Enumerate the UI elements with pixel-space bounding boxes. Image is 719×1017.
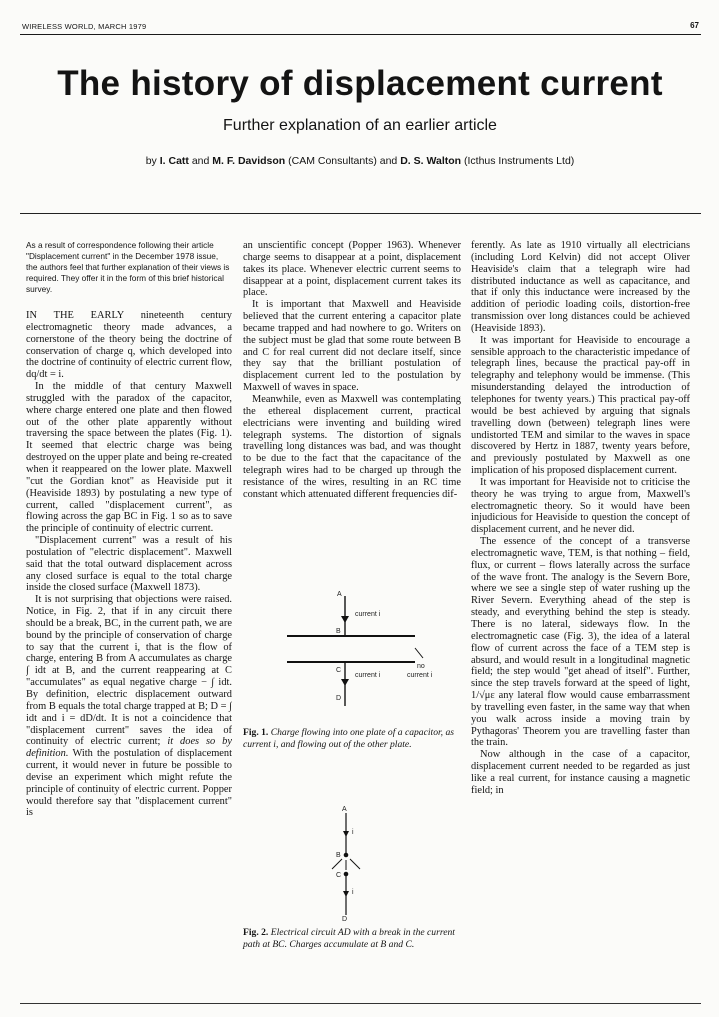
byline: [20, 155, 700, 167]
figure-2-caption: [243, 927, 461, 950]
arrow-down-icon: [341, 679, 349, 686]
body-paragraph: Meanwhile, even as Maxwell was contemplating the ethereal displacement current, practical electricians were inventing and building wired telegraph systems. The distortion of signals travelling long distances was bad, and was thought to be due to the fact that the capacitance of the telegraph wires had to be charged up through the resistance of the wires, resulting in an RC time constant which attenuated different frequencies dif-: [243, 393, 461, 500]
body-paragraph: [26, 594, 232, 819]
body-text: With the postulation of displacement current, it would never in future be possible to devise an experiment which might refute the principle of continuity of electric current. Popper would therefore say that "displacement current" is: [26, 748, 232, 819]
author-walton: D. S. Walton: [400, 155, 462, 167]
author-davidson: M. F. Davidson: [212, 155, 286, 167]
figure-1: [247, 586, 459, 720]
body-paragraph: Now although in the case of a capacitor, displacement current needed to be regarded as just like a real current, for instance causing a magnetic field; in: [471, 749, 690, 796]
fig1-current-bottom: current i: [355, 672, 381, 679]
fig1-label-b: B: [336, 628, 341, 635]
author-catt: I. Catt: [159, 155, 189, 167]
arrow-curved-icon: [415, 648, 423, 658]
fig1-label-c: C: [336, 667, 342, 674]
column-1: [26, 240, 232, 1000]
affiliation-cam: (CAM Consultants) and: [288, 155, 398, 167]
byline-by: by: [145, 155, 157, 167]
caption-text: Charge flowing into one plate of a capacitor, as current i, and flowing out of the other plate.: [243, 727, 454, 750]
figure-1-caption: [243, 727, 461, 750]
spark-line: [350, 859, 360, 869]
body-paragraph: It was important for Heaviside not to criticise the theory he was trying to argue from, Maxwell's electromagnetic theory. So it would have been injudicious for Heaviside to question the concept of displacement current, and he never did.: [471, 476, 690, 536]
fig2-label-b: B: [336, 852, 341, 859]
node-c: [344, 872, 349, 877]
article-subtitle: Further explanation of an earlier article: [223, 117, 497, 134]
fig2-label-a: A: [342, 806, 347, 813]
arrow-down-icon: [341, 616, 349, 623]
arrow-down-icon: [343, 891, 349, 897]
header-rule: [20, 34, 701, 35]
body-paragraph: It is important that Maxwell and Heaviside believed that the current entering a capacitor plate became trapped and had nowhere to go. Writers on the subject must be glad that some route between B and C for real current did not declare itself, since they say that the brilliant postulation of displacement current led to the postulation by Maxwell of waves in space.: [243, 299, 461, 394]
affiliation-icthus: (Icthus Instruments Ltd): [463, 155, 575, 167]
fig2-label-c: C: [336, 872, 342, 879]
section-rule: [20, 213, 701, 214]
fig2-label-d: D: [342, 916, 348, 923]
article-title: The history of displacement current: [57, 64, 663, 103]
body-paragraph: The essence of the concept of a transverse electromagnetic wave, TEM, is that nothing – field, flux, or current – flows laterally across the surface of the wave front. The analogy is the Severn Bore, where we see a single step of water rushing up the River Severn. Everything ahead of the step is steady, and everything behind the step is steady. There is no lateral, sideways flow. In the electromagnetic case (Fig. 3), the idea of a lateral flow of current across the face of a TEM step is absurd, and would result in a longitudinal magnetic field; the step would "get ahead of itself". Further, since the step travels forward at the speed of light, 1/√με any lateral flow would cause embarrassment by travelling even faster, in the same way that when you walk across inside a moving train by Pythagoras' Theorem you are travelling faster than the train.: [471, 536, 690, 749]
node-b: [344, 853, 349, 858]
body-paragraph: "Displacement current" was a result of his postulation of "electric displacement". Maxwell said that the total outward displacement across any closed surface is equal to the total charge inside the closed surface (Maxwell 1873).: [26, 535, 232, 594]
fig1-label-d: D: [336, 695, 342, 702]
fig1-current-top: current i: [355, 611, 381, 618]
body-text: It is not surprising that objections were raised. Notice, in Fig. 2, that if in any circuit there should be a break, BC, in the current path, we are bound by the principle of conservation of charge to say that the current i, that is the flow of charge, entering B from A accumulates as charge ∫ idt at B, and the current reappearing at C "accumulates" as equal negative charge − ∫ idt. By definition, electric displacement outward from B equals the total charge trapped at B; D = ∫ idt and i = dD/dt. It is not a coincidence that "displacement current" saves the idea of continuity of electric current;: [26, 594, 232, 748]
emphasis-text: it does so by definition.: [26, 736, 232, 760]
caption-number: Fig. 2.: [243, 927, 269, 938]
fig1-label-a: A: [337, 591, 342, 598]
column-3: [471, 240, 690, 1000]
caption-text: Electrical circuit AD with a break in the current path at BC. Charges accumulate at B and C.: [243, 927, 455, 950]
page-number: 67: [690, 21, 699, 30]
arrow-down-icon: [343, 831, 349, 837]
fig1-no-current: no: [417, 663, 425, 670]
spark-line: [332, 859, 342, 869]
body-paragraph: ferently. As late as 1910 virtually all electricians (including Lord Kelvin) did not accept Oliver Heaviside's claim that a telegraph wire had distributed inductance as well as capacitance, and that if only this inductance were increased by the addition of periodic loading coils, distortion-free transmission over long distances could be achieved (Heaviside 1893).: [471, 240, 690, 334]
intro-paragraph: As a result of correspondence following their article "Displacement current" in the December 1978 issue, the authors feel that further explanation of their views is required. They offer it in the form of this brief historical survey.: [26, 240, 230, 294]
fig2-label-i: i: [352, 889, 354, 896]
fig1-no-current: current i: [407, 672, 433, 679]
fig2-label-i: i: [352, 829, 354, 836]
body-paragraph: IN THE EARLY nineteenth century electromagnetic theory made advances, a cornerstone of the theory being the doctrine of conservation of charge q, which developed into the doctrine of continuity of electric current flow, dq/dt = i.: [26, 310, 232, 381]
figure-2: [256, 803, 456, 925]
running-header-journal: WIRELESS WORLD, MARCH 1979: [22, 22, 147, 31]
body-paragraph: It was important for Heaviside to encourage a sensible approach to the characteristic impedance of telegraph lines, because the practical pay-off in telegraphy and telephony would be immense. (This misunderstanding delayed the introduction of telephones for twenty years.) This practical pay-off would be best achieved by arguing that signals travelling down (between) telegraph lines were undistorted TEM and similar to the waves in space discovered by Hertz in 1887, twenty years before, and previously postulated by Maxwell as one implication of his proposed displacement current.: [471, 334, 690, 477]
caption-number: Fig. 1.: [243, 727, 269, 738]
body-paragraph: In the middle of that century Maxwell struggled with the paradox of the capacitor, where charge entered one plate and then flowed out of the other plate apparently without traversing the space between the plates (Fig. 1). It seemed that electric charge was being destroyed on the upper plate and being re-created when it reappeared on the lower plate. Maxwell "cut the Gordian knot" as Heaviside put it (Heaviside 1893) by postulating a new type of current, called "displacement current", as flowing across the gap BC in Fig. 1 so as to save the principle of continuity of electric current.: [26, 381, 232, 535]
footer-rule: [20, 1003, 701, 1004]
column-2: [243, 240, 461, 574]
byline-and: and: [191, 155, 210, 167]
intro-spacer: [26, 295, 232, 310]
body-paragraph: an unscientific concept (Popper 1963). Whenever charge seems to disappear at a point, displacement takes its place. Whenever electric current seems to disappear at a point, displacement current takes its place.: [243, 240, 461, 299]
